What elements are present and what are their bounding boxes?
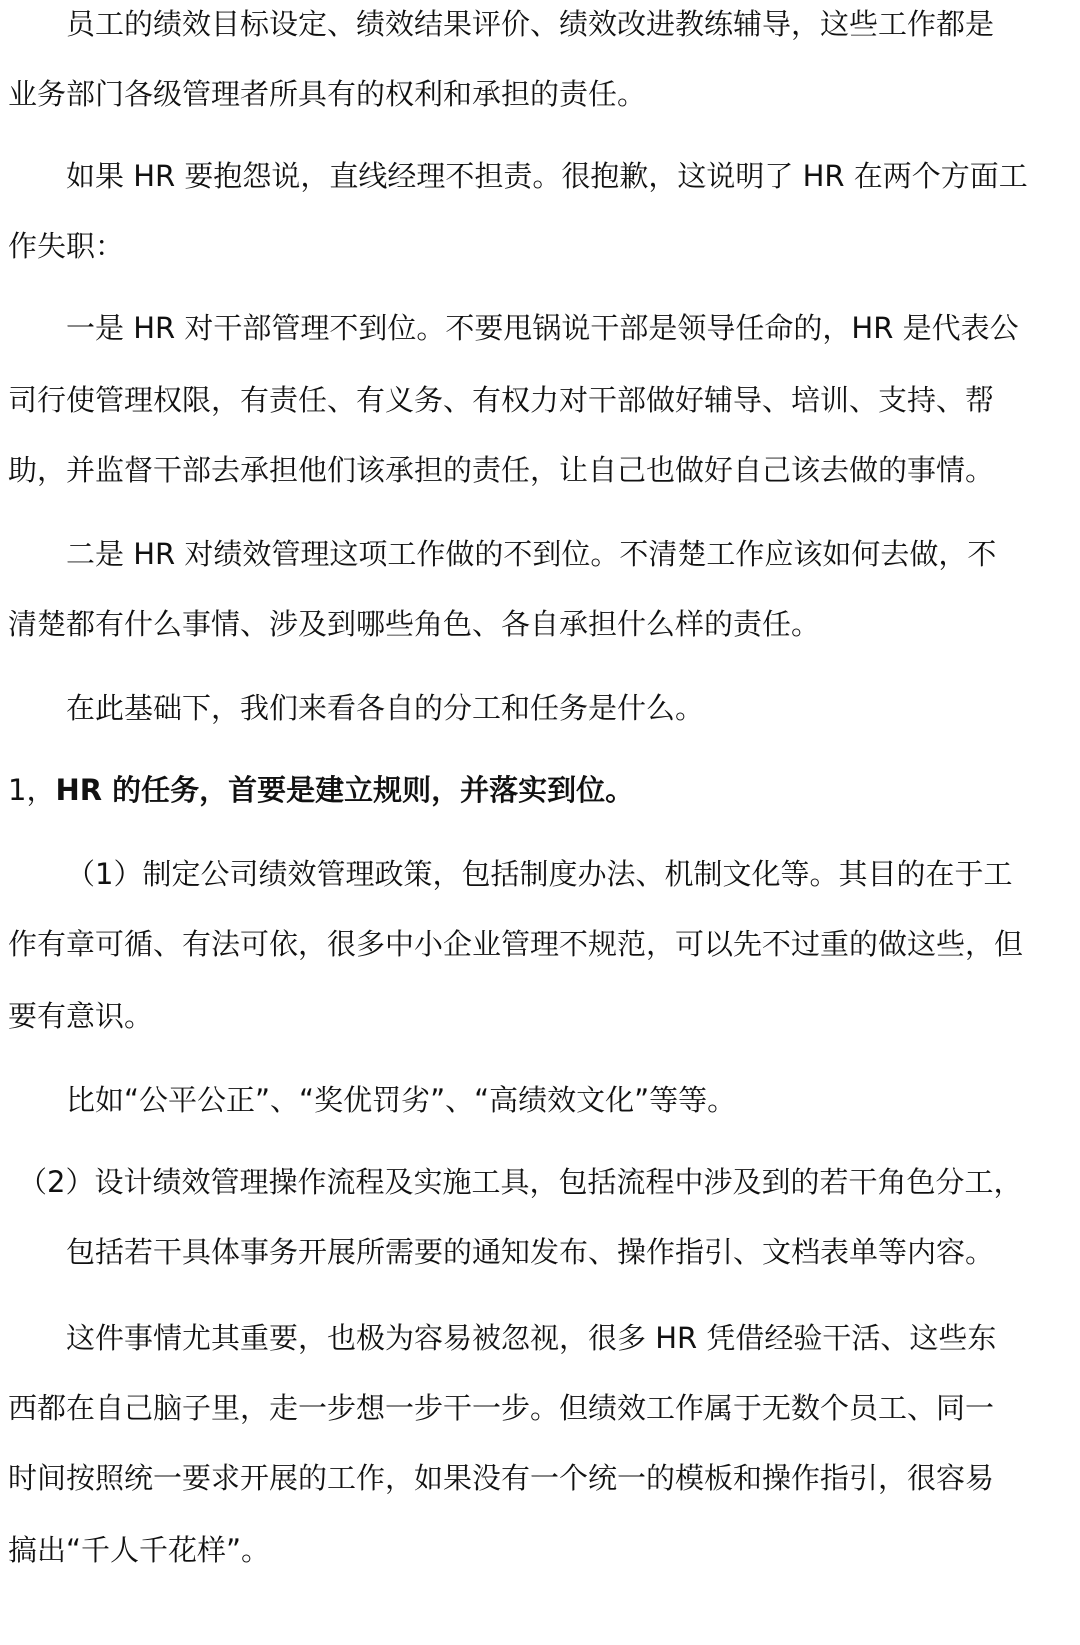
paragraph-line: （2）设计绩效管理操作流程及实施工具，包括流程中涉及到的若干角色分工，: [18, 1165, 1023, 1199]
paragraph-line: 员工的绩效目标设定、绩效结果评价、绩效改进教练辅导，这些工作都是: [66, 7, 995, 41]
paragraph-line: 在此基础下，我们来看各自的分工和任务是什么。: [66, 691, 705, 725]
paragraph-line: 一是 HR 对干部管理不到位。不要甩锅说干部是领导任命的，HR 是代表公: [66, 311, 1019, 345]
paragraph-line: 搞出“千人千花样”。: [8, 1533, 271, 1567]
paragraph-line: 这件事情尤其重要，也极为容易被忽视，很多 HR 凭借经验干活、这些东: [66, 1321, 997, 1355]
paragraph-line: 比如“公平公正”、“奖优罚劣”、“高绩效文化”等等。: [66, 1083, 737, 1117]
paragraph-line: 包括若干具体事务开展所需要的通知发布、操作指引、文档表单等内容。: [66, 1235, 995, 1269]
section-heading: [0, 770, 1080, 810]
paragraph-line: 司行使管理权限，有责任、有义务、有权力对干部做好辅导、培训、支持、帮: [8, 383, 995, 417]
paragraph-line: 作有章可循、有法可依，很多中小企业管理不规范，可以先不过重的做这些，但: [8, 927, 1024, 961]
paragraph-line: 业务部门各级管理者所具有的权利和承担的责任。: [8, 77, 647, 111]
paragraph-line: 助，并监督干部去承担他们该承担的责任，让自己也做好自己该去做的事情。: [8, 453, 995, 487]
paragraph-line: 如果 HR 要抱怨说，直线经理不担责。很抱歉，这说明了 HR 在两个方面工: [66, 159, 1028, 193]
section-heading-text: HR 的任务，首要是建立规则，并落实到位。: [55, 773, 635, 807]
paragraph-line: 要有意识。: [8, 999, 154, 1033]
paragraph-line: 清楚都有什么事情、涉及到哪些角色、各自承担什么样的责任。: [8, 607, 821, 641]
paragraph-line: 作失职：: [8, 229, 125, 263]
paragraph-line: 时间按照统一要求开展的工作，如果没有一个统一的模板和操作指引，很容易: [8, 1461, 995, 1495]
section-heading-number: 1，: [8, 773, 56, 807]
paragraph-line: 西都在自己脑子里，走一步想一步干一步。但绩效工作属于无数个员工、同一: [8, 1391, 995, 1425]
paragraph-line: 二是 HR 对绩效管理这项工作做的不到位。不清楚工作应该如何去做，不: [66, 537, 997, 571]
paragraph-line: （1）制定公司绩效管理政策，包括制度办法、机制文化等。其目的在于工: [66, 857, 1013, 891]
